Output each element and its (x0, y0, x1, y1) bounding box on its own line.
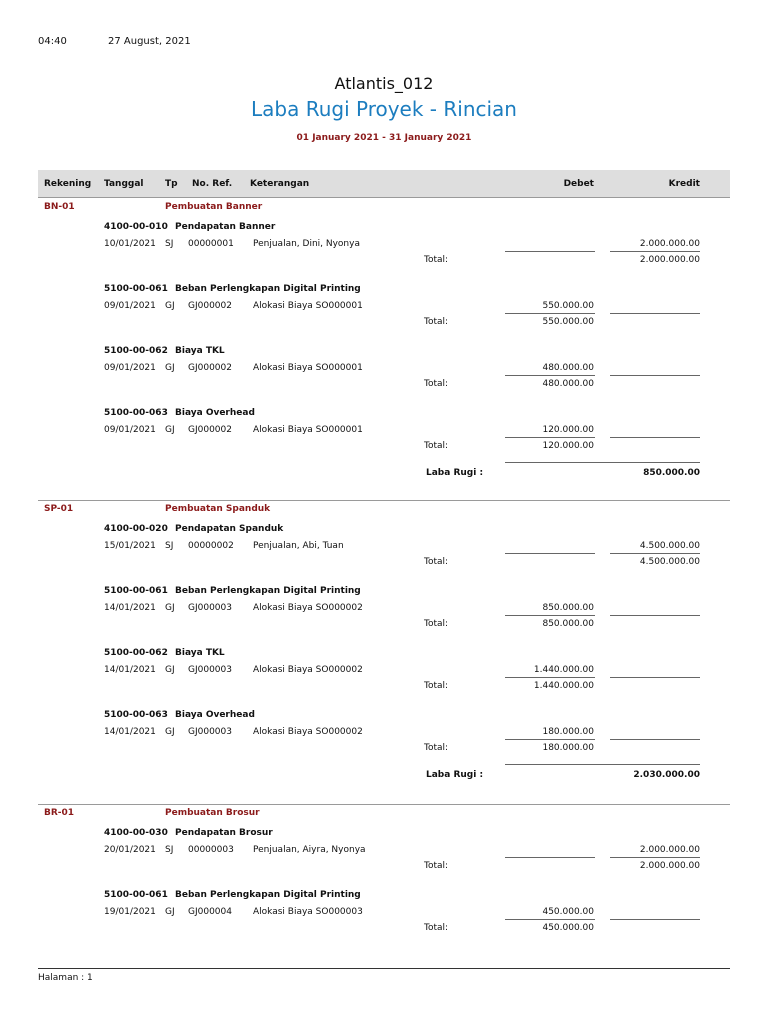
print-date: 27 August, 2021 (108, 36, 191, 47)
total-label: Total: (424, 441, 449, 451)
tx-date: 15/01/2021 (104, 541, 156, 551)
laba-rugi-label: Laba Rugi : (426, 468, 484, 478)
tx-date: 19/01/2021 (104, 907, 156, 917)
tx-desc: Alokasi Biaya SO000003 (253, 907, 363, 917)
footer-divider (38, 968, 730, 969)
account-number: 5100-00-061 (104, 284, 168, 294)
tx-desc: Penjualan, Dini, Nyonya (253, 239, 360, 249)
header-divider (38, 197, 730, 198)
total-label: Total: (424, 923, 449, 933)
tx-desc: Alokasi Biaya SO000002 (253, 665, 363, 675)
page-number: Halaman : 1 (38, 973, 93, 983)
tx-desc: Alokasi Biaya SO000001 (253, 363, 363, 373)
tx-ref: GJ000004 (188, 907, 232, 917)
total-debet: 850.000.00 (542, 619, 594, 629)
total-kredit: 2.000.000.00 (639, 861, 700, 871)
tx-ref: GJ000002 (188, 363, 232, 373)
tx-desc: Alokasi Biaya SO000002 (253, 727, 363, 737)
col-tp: Tp (165, 179, 178, 189)
tx-date: 14/01/2021 (104, 665, 156, 675)
tx-type: GJ (165, 603, 175, 613)
account-name: Beban Perlengkapan Digital Printing (175, 284, 361, 294)
col-debet: Debet (563, 179, 594, 189)
tx-debet: 180.000.00 (542, 727, 594, 737)
kredit-underline (610, 437, 700, 438)
total-label: Total: (424, 861, 449, 871)
total-debet: 120.000.00 (542, 441, 594, 451)
tx-kredit: 2.000.000.00 (639, 239, 700, 249)
total-debet: 450.000.00 (542, 923, 594, 933)
col-kredit: Kredit (668, 179, 700, 189)
tx-type: SJ (165, 239, 174, 249)
tx-debet: 120.000.00 (542, 425, 594, 435)
project-name: Pembuatan Spanduk (165, 504, 271, 514)
tx-debet: 450.000.00 (542, 907, 594, 917)
total-debet: 480.000.00 (542, 379, 594, 389)
total-label: Total: (424, 557, 449, 567)
account-number: 4100-00-030 (104, 828, 168, 838)
debet-underline (505, 437, 595, 438)
project-code: SP-01 (44, 504, 74, 514)
tx-date: 09/01/2021 (104, 301, 156, 311)
account-name: Biaya Overhead (175, 710, 255, 720)
account-name: Biaya TKL (175, 346, 225, 356)
tx-ref: GJ000002 (188, 301, 232, 311)
project-divider (38, 804, 730, 805)
tx-type: GJ (165, 301, 175, 311)
tx-type: GJ (165, 907, 175, 917)
account-name: Pendapatan Brosur (175, 828, 273, 838)
tx-kredit: 4.500.000.00 (639, 541, 700, 551)
total-kredit: 2.000.000.00 (639, 255, 700, 265)
report-period: 01 January 2021 - 31 January 2021 (296, 133, 472, 143)
tx-date: 09/01/2021 (104, 363, 156, 373)
tx-debet: 480.000.00 (542, 363, 594, 373)
laba-rugi-label: Laba Rugi : (426, 770, 484, 780)
tx-type: SJ (165, 845, 174, 855)
tx-date: 20/01/2021 (104, 845, 156, 855)
tx-ref: GJ000003 (188, 665, 232, 675)
kredit-underline (610, 251, 700, 252)
account-name: Beban Perlengkapan Digital Printing (175, 890, 361, 900)
project-code: BR-01 (44, 808, 75, 818)
account-name: Beban Perlengkapan Digital Printing (175, 586, 361, 596)
debet-underline (505, 251, 595, 252)
tx-type: GJ (165, 425, 175, 435)
tx-debet: 550.000.00 (542, 301, 594, 311)
debet-underline (505, 677, 595, 678)
total-label: Total: (424, 681, 449, 691)
total-debet: 180.000.00 (542, 743, 594, 753)
laba-rugi-value: 850.000.00 (643, 468, 700, 478)
total-label: Total: (424, 743, 449, 753)
total-kredit: 4.500.000.00 (639, 557, 700, 567)
account-number: 5100-00-061 (104, 586, 168, 596)
account-number: 4100-00-010 (104, 222, 168, 232)
tx-type: GJ (165, 727, 175, 737)
tx-ref: 00000003 (188, 845, 234, 855)
kredit-underline (610, 375, 700, 376)
tx-debet: 850.000.00 (542, 603, 594, 613)
kredit-underline (610, 313, 700, 314)
project-code: BN-01 (44, 202, 75, 212)
laba-rugi-rule (505, 764, 700, 765)
debet-underline (505, 739, 595, 740)
total-debet: 1.440.000.00 (533, 681, 594, 691)
laba-rugi-rule (505, 462, 700, 463)
tx-ref: 00000001 (188, 239, 234, 249)
project-name: Pembuatan Brosur (165, 808, 260, 818)
tx-date: 14/01/2021 (104, 727, 156, 737)
total-debet: 550.000.00 (542, 317, 594, 327)
tx-desc: Alokasi Biaya SO000001 (253, 425, 363, 435)
account-name: Pendapatan Spanduk (175, 524, 284, 534)
tx-desc: Alokasi Biaya SO000001 (253, 301, 363, 311)
col-tanggal: Tanggal (104, 179, 144, 189)
account-name: Biaya Overhead (175, 408, 255, 418)
tx-desc: Penjualan, Abi, Tuan (253, 541, 344, 551)
account-number: 4100-00-020 (104, 524, 168, 534)
account-number: 5100-00-062 (104, 648, 168, 658)
kredit-underline (610, 615, 700, 616)
laba-rugi-value: 2.030.000.00 (633, 770, 700, 780)
col-keterangan: Keterangan (250, 179, 310, 189)
project-name: Pembuatan Banner (165, 202, 263, 212)
total-label: Total: (424, 255, 449, 265)
debet-underline (505, 553, 595, 554)
debet-underline (505, 919, 595, 920)
col-noref: No. Ref. (192, 179, 233, 189)
tx-kredit: 2.000.000.00 (639, 845, 700, 855)
debet-underline (505, 615, 595, 616)
account-number: 5100-00-061 (104, 890, 168, 900)
tx-type: GJ (165, 363, 175, 373)
kredit-underline (610, 857, 700, 858)
debet-underline (505, 857, 595, 858)
report-title: Laba Rugi Proyek - Rincian (251, 97, 517, 121)
total-label: Total: (424, 619, 449, 629)
account-name: Pendapatan Banner (175, 222, 276, 232)
total-label: Total: (424, 317, 449, 327)
account-number: 5100-00-063 (104, 710, 168, 720)
print-time: 04:40 (38, 36, 67, 47)
company-name: Atlantis_012 (334, 74, 434, 93)
kredit-underline (610, 739, 700, 740)
project-divider (38, 500, 730, 501)
kredit-underline (610, 553, 700, 554)
tx-ref: 00000002 (188, 541, 234, 551)
kredit-underline (610, 919, 700, 920)
tx-ref: GJ000002 (188, 425, 232, 435)
tx-desc: Penjualan, Aiyra, Nyonya (253, 845, 366, 855)
total-label: Total: (424, 379, 449, 389)
tx-ref: GJ000003 (188, 727, 232, 737)
account-number: 5100-00-063 (104, 408, 168, 418)
tx-desc: Alokasi Biaya SO000002 (253, 603, 363, 613)
tx-ref: GJ000003 (188, 603, 232, 613)
tx-date: 14/01/2021 (104, 603, 156, 613)
tx-type: GJ (165, 665, 175, 675)
tx-debet: 1.440.000.00 (533, 665, 594, 675)
tx-type: SJ (165, 541, 174, 551)
col-rekening: Rekening (44, 179, 92, 189)
account-number: 5100-00-062 (104, 346, 168, 356)
tx-date: 09/01/2021 (104, 425, 156, 435)
debet-underline (505, 313, 595, 314)
debet-underline (505, 375, 595, 376)
kredit-underline (610, 677, 700, 678)
tx-date: 10/01/2021 (104, 239, 156, 249)
account-name: Biaya TKL (175, 648, 225, 658)
